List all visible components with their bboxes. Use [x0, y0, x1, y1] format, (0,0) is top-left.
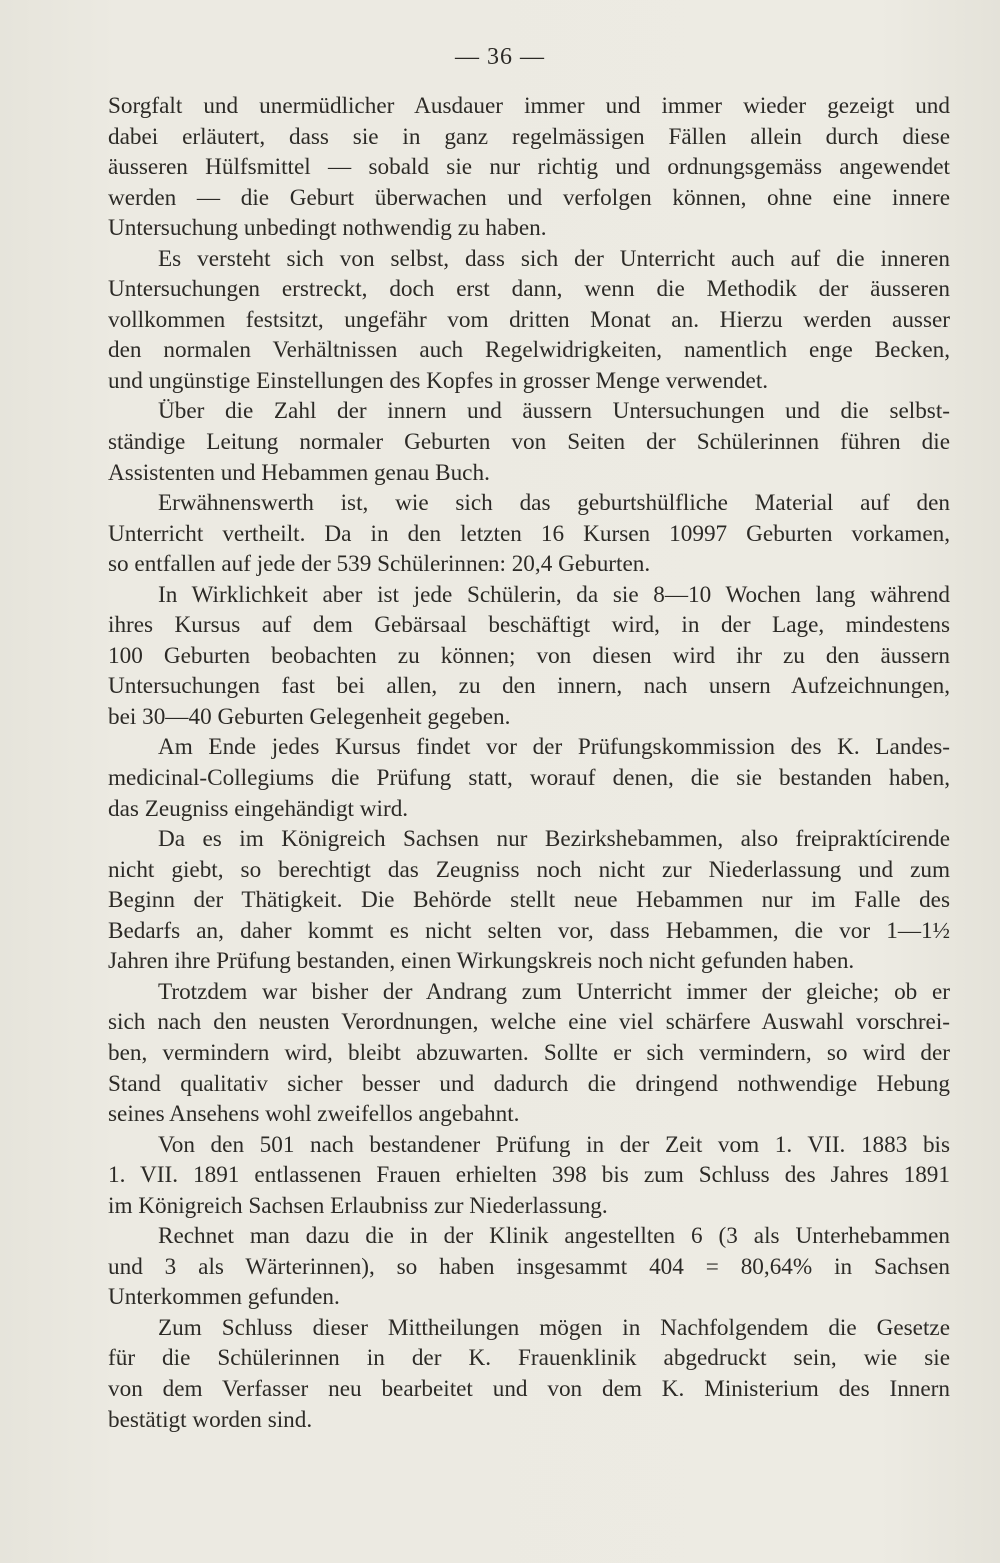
text-line: 100 Geburten beobachten zu können; von diesen wird ihr zu den äussern — [108, 642, 950, 669]
text-line: Unterkommen gefunden. — [108, 1284, 340, 1311]
text-line: dabei erläutert, dass sie in ganz regelmässigen Fällen allein durch diese — [108, 123, 950, 150]
text-line: für die Schülerinnen in der K. Frauenklinik abgedruckt sein, wie sie — [108, 1345, 950, 1372]
text-line: bei 30—40 Geburten Gelegenheit gegeben. — [108, 703, 511, 730]
text-line: Unterricht vertheilt. Da in den letzten 16 Kursen 10997 Geburten vorkamen, — [108, 520, 950, 547]
text-line: sich nach den neusten Verordnungen, welche eine viel schärfere Auswahl vorschrei- — [108, 1009, 950, 1036]
text-line: bestätigt worden sind. — [108, 1406, 313, 1433]
text-line: und ungünstige Einstellungen des Kopfes in grosser Menge verwendet. — [108, 367, 769, 394]
text-line: 1. VII. 1891 entlassenen Frauen erhielten 398 bis zum Schluss des Jahres 1891 — [108, 1162, 950, 1189]
text-line: Zum Schluss dieser Mittheilungen mögen in Nachfolgendem die Gesetze — [158, 1314, 950, 1341]
text-line: seines Ansehens wohl zweifellos angebahnt. — [108, 1101, 520, 1128]
text-line: In Wirklichkeit aber ist jede Schülerin, da sie 8—10 Wochen lang während — [158, 581, 950, 608]
text-line: das Zeugniss eingehändigt wird. — [108, 795, 409, 822]
page-number-text: — 36 — — [455, 44, 545, 70]
text-line: Stand qualitativ sicher besser und dadurch die dringend nothwendige Hebung — [108, 1070, 950, 1097]
text-line: und 3 als Wärterinnen), so haben insgesammt 404 = 80,64% in Sachsen — [108, 1253, 950, 1280]
text-line: im Königreich Sachsen Erlaubniss zur Niederlassung. — [108, 1192, 608, 1219]
body-text — [108, 91, 950, 1435]
text-line: Rechnet man dazu die in der Klinik angestellten 6 (3 als Unterhebammen — [158, 1223, 950, 1250]
text-line: Erwähnenswerth ist, wie sich das geburtshülfliche Material auf den — [158, 490, 950, 517]
page-number — [0, 44, 1000, 71]
text-line: Untersuchungen fast bei allen, zu den innern, nach unsern Aufzeichnungen, — [108, 673, 950, 700]
text-line: Bedarfs an, daher kommt es nicht selten vor, dass Hebammen, die vor 1—1½ — [108, 917, 950, 944]
text-line: Untersuchung unbedingt nothwendig zu haben. — [108, 215, 547, 242]
text-line: ben, vermindern wird, bleibt abzuwarten. Sollte er sich vermindern, so wird der — [108, 1039, 950, 1066]
text-line: Assistenten und Hebammen genau Buch. — [108, 459, 490, 486]
text-line: Untersuchungen erstreckt, doch erst dann, wenn die Methodik der äusseren — [108, 276, 950, 303]
text-line: Von den 501 nach bestandener Prüfung in der Zeit vom 1. VII. 1883 bis — [158, 1131, 950, 1158]
text-line: Trotzdem war bisher der Andrang zum Unterricht immer der gleiche; ob er — [158, 978, 950, 1005]
text-line: so entfallen auf jede der 539 Schülerinnen: 20,4 Geburten. — [108, 551, 651, 578]
text-line: Über die Zahl der innern und äussern Untersuchungen und die selbst- — [158, 398, 950, 425]
text-line: nicht giebt, so berechtigt das Zeugniss noch nicht zur Niederlassung und zum — [108, 856, 950, 883]
text-line: Jahren ihre Prüfung bestanden, einen Wirkungskreis noch nicht gefunden haben. — [108, 948, 855, 975]
text-line: von dem Verfasser neu bearbeitet und von dem K. Ministerium des Innern — [108, 1375, 950, 1402]
text-line: medicinal-Collegiums die Prüfung statt, worauf denen, die sie bestanden haben, — [108, 765, 950, 792]
text-line: ihres Kursus auf dem Gebärsaal beschäftigt wird, in der Lage, mindestens — [108, 612, 950, 639]
text-line: Am Ende jedes Kursus findet vor der Prüfungskommission des K. Landes- — [158, 734, 950, 761]
text-line: ständige Leitung normaler Geburten von Seiten der Schülerinnen führen die — [108, 429, 950, 456]
text-line: den normalen Verhältnissen auch Regelwidrigkeiten, namentlich enge Becken, — [108, 337, 950, 364]
text-line: äusseren Hülfsmittel — sobald sie nur richtig und ordnungsgemäss angewendet — [108, 154, 950, 181]
text-line: vollkommen festsitzt, ungefähr vom dritten Monat an. Hierzu werden ausser — [108, 306, 950, 333]
text-line: Es versteht sich von selbst, dass sich der Unterricht auch auf die inneren — [158, 245, 950, 272]
text-line: Beginn der Thätigkeit. Die Behörde stellt neue Hebammen nur im Falle des — [108, 887, 950, 914]
text-line: werden — die Geburt überwachen und verfolgen können, ohne eine innere — [108, 184, 950, 211]
text-line: Sorgfalt und unermüdlicher Ausdauer immer und immer wieder gezeigt und — [108, 93, 950, 119]
text-line: Da es im Königreich Sachsen nur Bezirkshebammen, also freipraktícirende — [158, 826, 950, 853]
